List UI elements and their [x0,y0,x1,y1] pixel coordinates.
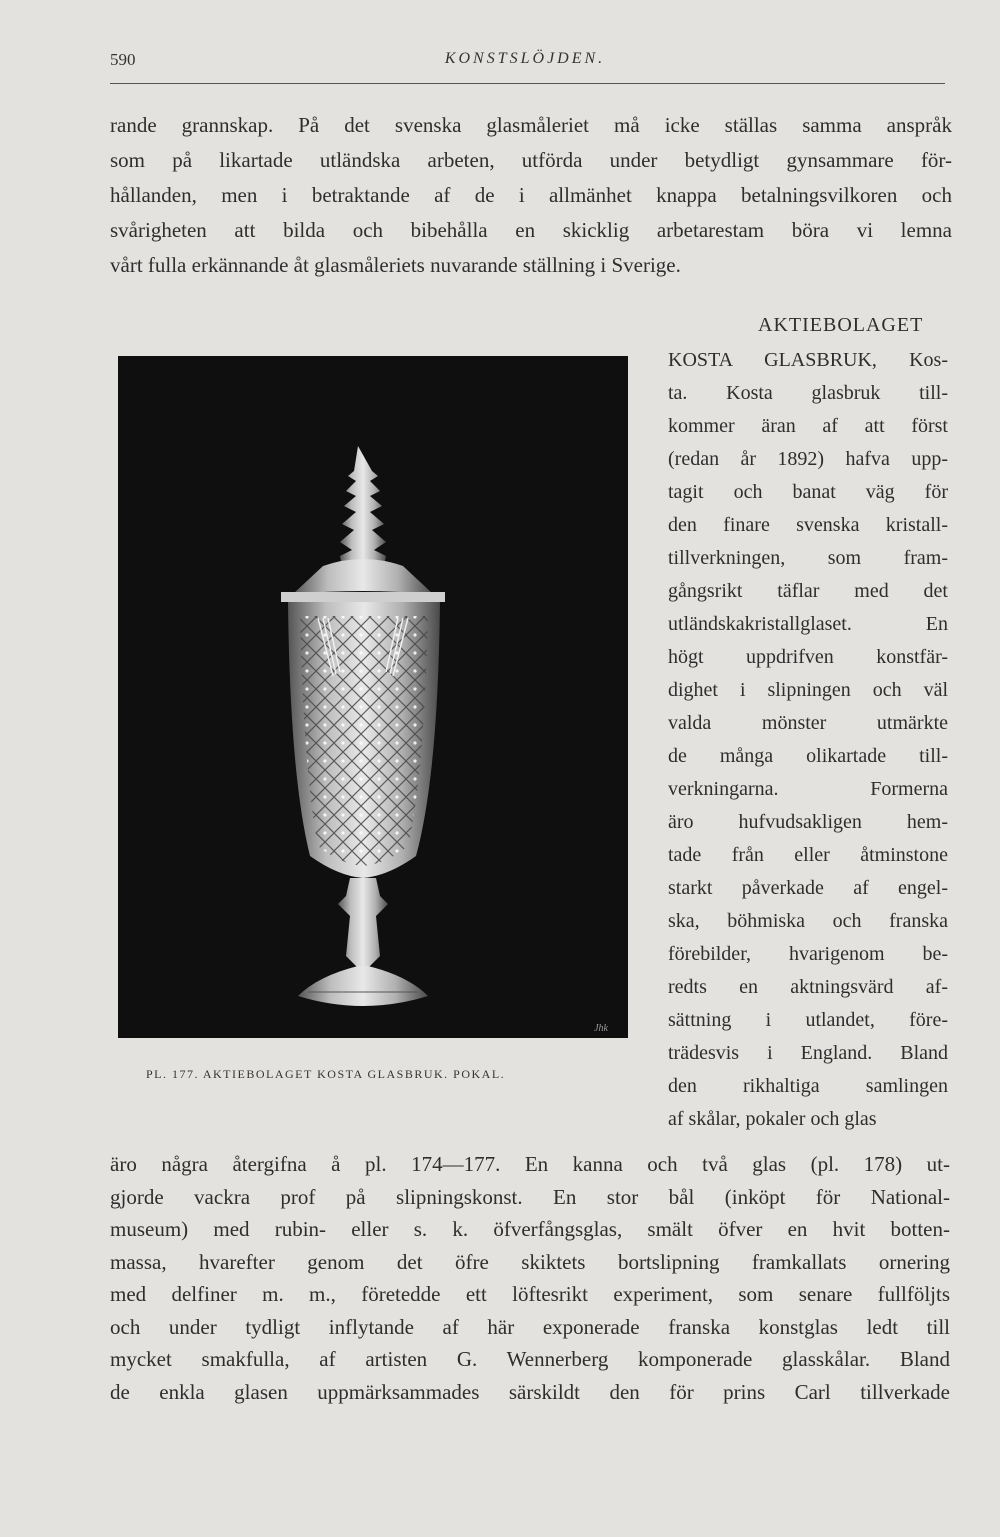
pokal-photograph [118,356,628,1038]
text-line: den rikhaltiga samlingen [668,1075,948,1097]
text-line: tillverkningen, som fram- [668,547,948,569]
text-line: som på likartade utländska arbeten, utförda under betydligt gynsammare för- [110,148,952,172]
text-line: den finare svenska kristall- [668,514,948,536]
photographer-signature: Jhk [594,1023,608,1034]
text-line: äro några återgifna å pl. 174—177. En kanna och två glas (pl. 178) ut- [110,1152,950,1176]
text-line: massa, hvarefter genom det öfre skiktets bortslipning framkallats ornering [110,1249,950,1274]
text-line: KOSTA GLASBRUK, Kos- [668,349,948,371]
text-line: och under tydligt inflytande af här exponerade franska konstglas ledt till [110,1314,950,1339]
page-header [110,50,940,76]
figure-caption: PL. 177. AKTIEBOLAGET KOSTA GLASBRUK. POKAL. [146,1067,506,1081]
text-line: de enkla glasen uppmärksammades särskildt den för prins Carl tillverkade [110,1379,950,1404]
text-line: trädesvis i England. Bland [668,1042,948,1064]
text-line: redts en aktningsvärd af- [668,976,948,998]
text-line: (redan år 1892) hafva upp- [668,448,948,470]
text-line: starkt påverkade af engel- [668,877,948,899]
text-line: mycket smakfulla, af artisten G. Wennerberg komponerade glasskålar. Bland [110,1347,950,1371]
text-line: de många olikartade till- [668,745,948,767]
top-paragraph [110,108,952,283]
text-line: ska, böhmiska och franska [668,910,948,932]
bottom-paragraph [110,1148,950,1408]
goblet-image [118,356,628,1038]
text-line: högt uppdrifven konstfär- [668,646,948,668]
text-line: förebilder, hvarigenom be- [668,943,948,965]
text-line: vårt fulla erkännande åt glasmåleriets nuvarande ställning i Sverige. [110,253,681,277]
header-rule [110,83,945,84]
running-title: KONSTSLÖJDEN. [444,50,606,67]
text-line: gångsrikt täflar med det [668,580,948,602]
page-number: 590 [110,50,136,69]
text-line: gjorde vackra prof på slipningskonst. En stor bål (inköpt för National- [110,1184,950,1209]
text-line: sättning i utlandet, före- [668,1009,948,1031]
text-line: valda mönster utmärkte [668,712,948,734]
text-line: hållanden, men i betraktande af de i allmänhet knappa betalningsvilkoren och [110,183,952,207]
right-column-text [668,344,948,1136]
text-line: utländskakristallglaset. En [668,613,948,635]
text-line: tagit och banat väg för [668,481,948,503]
section-heading: AKTIEBOLAGET [758,314,924,336]
text-line: kommer äran af att först [668,415,948,437]
text-line: rande grannskap. På det svenska glasmåleriet må icke ställas samma anspråk [110,113,952,137]
text-line: med delfiner m. m., företedde ett löftesrikt experiment, som senare fullföljts [110,1282,950,1306]
text-line: svårigheten att bilda och bibehålla en skicklig arbetarestam böra vi lemna [110,218,952,242]
text-line: tade från eller åtminstone [668,844,948,866]
text-line: ta. Kosta glasbruk till- [668,382,948,404]
text-line: af skålar, pokaler och glas [668,1108,877,1130]
text-line: äro hufvudsakligen hem- [668,811,948,833]
text-line: verkningarna. Formerna [668,778,948,800]
text-line: museum) med rubin- eller s. k. öfverfångsglas, smält öfver en hvit botten- [110,1217,950,1241]
text-line: dighet i slipningen och väl [668,679,948,701]
